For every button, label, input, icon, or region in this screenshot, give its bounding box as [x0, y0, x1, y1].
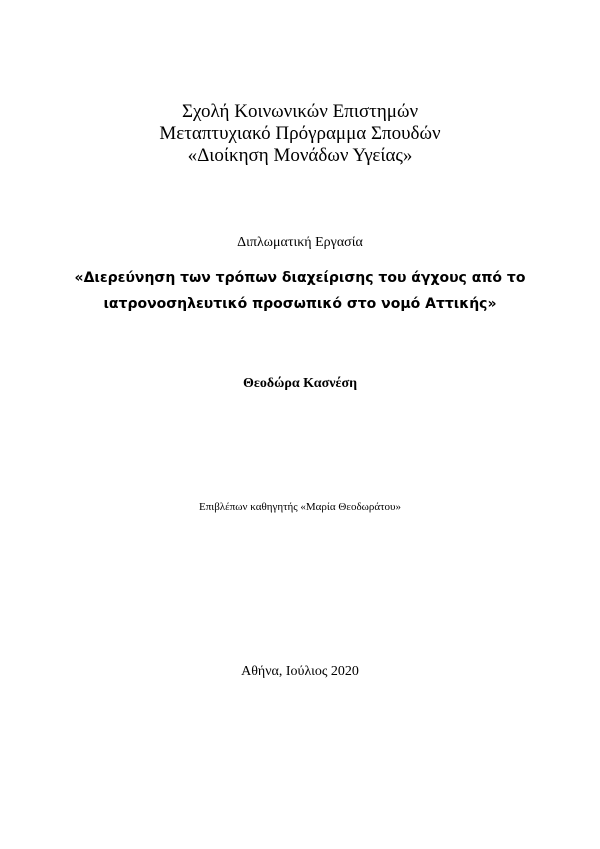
place-date: Αθήνα, Ιούλιος 2020	[241, 664, 359, 679]
supervisor-line: Επιβλέπων καθηγητής «Μαρία Θεοδωράτου»	[198, 501, 402, 513]
thesis-title-line-1: «Διερεύνηση των τρόπων διαχείρισης του άγχους από το	[74, 270, 526, 286]
school-name: Σχολή Κοινωνικών Επιστημών	[181, 101, 419, 122]
thesis-type: Διπλωματική Εργασία	[237, 235, 363, 250]
program-label: Μεταπτυχιακό Πρόγραμμα Σπουδών	[159, 123, 441, 144]
program-name: «Διοίκηση Μονάδων Υγείας»	[187, 145, 413, 166]
author-name: Θεοδώρα Κασνέση	[242, 376, 358, 391]
thesis-title-line-2: ιατρονοσηλευτικό προσωπικό στο νομό Αττικής»	[103, 296, 497, 312]
